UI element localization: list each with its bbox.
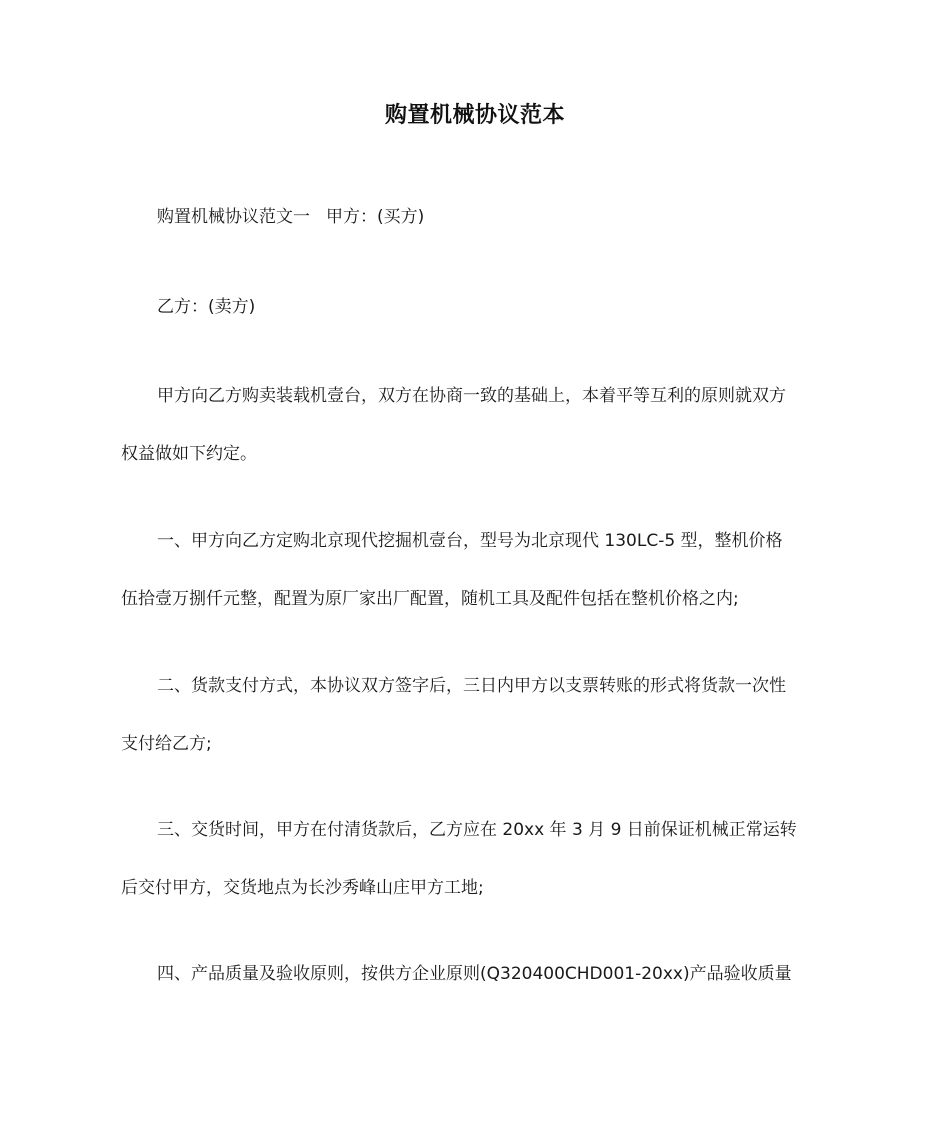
clause-2-line-2: 支付给乙方; [121,734,212,754]
clause-3-line-2: 后交付甲方，交货地点为长沙秀峰山庄甲方工地; [121,878,484,898]
party-b-paragraph [121,294,833,320]
intro-paragraph [121,383,833,467]
party-a-label: 甲方：(买方) [326,207,425,227]
clause-2-line-1: 二、货款支付方式，本协议双方签字后，三日内甲方以支票转账的形式将货款一次性 [157,676,786,696]
party-b-label: 乙方：(卖方) [157,297,256,317]
clause-3 [121,817,833,901]
clause-1-line-2: 伍拾壹万捌仟元整，配置为原厂家出厂配置，随机工具及配件包括在整机价格之内; [121,589,739,609]
clause-4-line-1: 四、产品质量及验收原则，按供方企业原则(Q320400CHD001-20xx)产品验收质量 [157,964,792,984]
opening-heading: 购置机械协议范文一 [157,207,310,227]
clause-3-line-1: 三、交货时间，甲方在付清货款后，乙方应在 20xx 年 3 月 9 日前保证机械正常运转 [157,820,797,840]
intro-line-1: 甲方向乙方购卖装载机壹台，双方在协商一致的基础上，本着平等互利的原则就双方 [157,386,786,406]
opening-paragraph [121,204,833,230]
clause-2 [121,673,833,757]
clause-4 [121,961,833,987]
intro-line-2: 权益做如下约定。 [121,444,257,464]
clause-1 [121,528,833,612]
document-title: 购置机械协议范本 [384,103,565,128]
clause-1-line-1: 一、甲方向乙方定购北京现代挖掘机壹台，型号为北京现代 130LC-5 型，整机价格 [157,531,783,551]
